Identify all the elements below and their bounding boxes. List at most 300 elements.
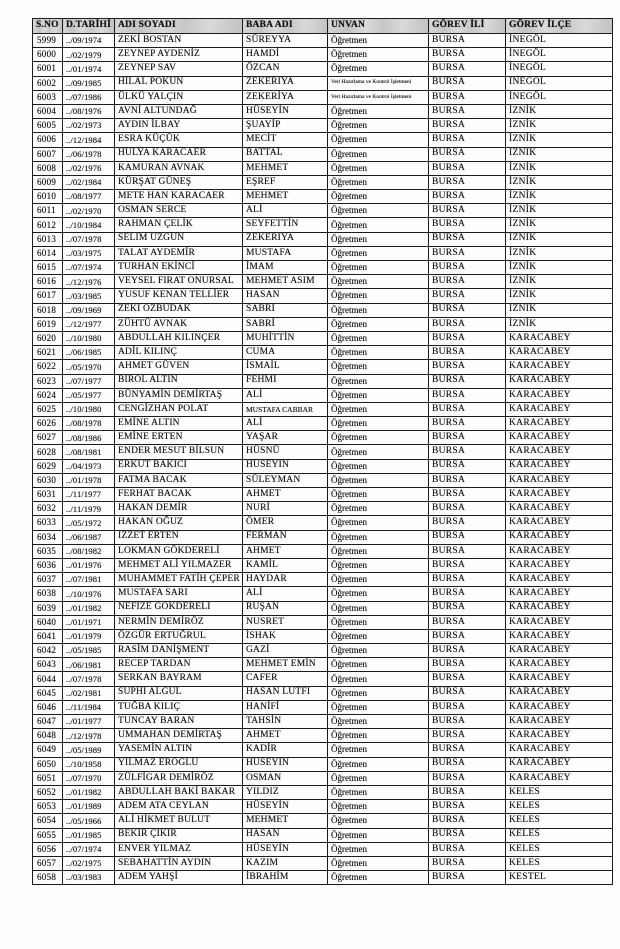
cell-name: EMİNE ERTEN: [115, 431, 243, 445]
table-row: [33, 757, 613, 771]
cell-sno: 6053: [33, 800, 63, 814]
cell-date: ../02/1975: [63, 856, 115, 870]
cell-sno: 6041: [33, 629, 63, 643]
cell-sno: 6010: [33, 190, 63, 204]
cell-date: ../01/1974: [63, 62, 115, 76]
cell-father: HÜSEYİN: [243, 459, 328, 473]
table-row: [33, 615, 613, 629]
cell-name: AHMET GÜVEN: [115, 360, 243, 374]
cell-date: ../01/1971: [63, 615, 115, 629]
cell-name: YUSUF KENAN TELLİER: [115, 289, 243, 303]
cell-title: Öğretmen: [328, 871, 429, 885]
cell-father: YAŞAR: [243, 431, 328, 445]
cell-father: HASAN LÜTFİ: [243, 686, 328, 700]
table-row: [33, 842, 613, 856]
cell-sno: 6036: [33, 558, 63, 572]
cell-sno: 6018: [33, 303, 63, 317]
cell-father: BATTAL: [243, 147, 328, 161]
cell-province: BURSA: [429, 331, 506, 345]
cell-name: BEKİR ÇİKİR: [115, 828, 243, 842]
cell-name: MUSTAFA SARI: [115, 587, 243, 601]
cell-district: İZNİK: [506, 317, 613, 331]
cell-name: HİLAL PÖKÜN: [115, 76, 243, 90]
cell-title: Öğretmen: [328, 544, 429, 558]
table-row: [33, 275, 613, 289]
cell-sno: 6043: [33, 658, 63, 672]
cell-date: ../06/1978: [63, 147, 115, 161]
header-father-name: BABA ADI: [243, 19, 328, 34]
table-row: [33, 261, 613, 275]
cell-province: BURSA: [429, 459, 506, 473]
cell-name: ABDULLAH KILINÇER: [115, 331, 243, 345]
cell-district: İZNİK: [506, 147, 613, 161]
cell-title: Öğretmen: [328, 388, 429, 402]
cell-name: TALAT AYDEMİR: [115, 246, 243, 260]
cell-province: BURSA: [429, 530, 506, 544]
cell-father: FERMAN: [243, 530, 328, 544]
cell-name: LOKMAN GÖKDERELİ: [115, 544, 243, 558]
cell-name: ADEM YAHŞİ: [115, 871, 243, 885]
table-row: [33, 431, 613, 445]
cell-date: ../05/1966: [63, 814, 115, 828]
cell-date: ../11/1977: [63, 488, 115, 502]
cell-district: İZNİK: [506, 303, 613, 317]
cell-date: ../02/1976: [63, 161, 115, 175]
table-body: [33, 34, 613, 885]
table-row: [33, 147, 613, 161]
cell-date: ../11/1984: [63, 700, 115, 714]
table-row: [33, 161, 613, 175]
cell-name: TUNCAY BARAN: [115, 715, 243, 729]
cell-sno: 6027: [33, 431, 63, 445]
cell-date: ../01/1979: [63, 629, 115, 643]
cell-title: Öğretmen: [328, 743, 429, 757]
cell-father: CUMA: [243, 346, 328, 360]
cell-sno: 6054: [33, 814, 63, 828]
cell-title: Öğretmen: [328, 331, 429, 345]
cell-district: İNEGÖL: [506, 76, 613, 90]
table-row: [33, 530, 613, 544]
cell-province: BURSA: [429, 785, 506, 799]
cell-father: RUŞAN: [243, 601, 328, 615]
cell-province: BURSA: [429, 275, 506, 289]
cell-name: MEHMET ALİ YILMAZER: [115, 558, 243, 572]
cell-date: ../02/1973: [63, 119, 115, 133]
table-row: [33, 587, 613, 601]
cell-father: SABRİ: [243, 317, 328, 331]
cell-date: ../05/1985: [63, 644, 115, 658]
cell-father: KAZIM: [243, 856, 328, 870]
cell-sno: 6049: [33, 743, 63, 757]
table-row: [33, 828, 613, 842]
table-row: [33, 218, 613, 232]
cell-father: AHMET: [243, 729, 328, 743]
cell-date: ../07/1981: [63, 573, 115, 587]
cell-date: ../01/1977: [63, 715, 115, 729]
table-header-row: [33, 19, 613, 34]
cell-name: ZEKİ BOSTAN: [115, 34, 243, 48]
cell-title: Öğretmen: [328, 289, 429, 303]
cell-date: ../03/1983: [63, 871, 115, 885]
cell-father: CAFER: [243, 672, 328, 686]
cell-province: BURSA: [429, 700, 506, 714]
cell-father: AHMET: [243, 544, 328, 558]
cell-date: ../08/1986: [63, 431, 115, 445]
cell-sno: 6009: [33, 175, 63, 189]
header-full-name: ADI SOYADI: [115, 19, 243, 34]
cell-district: KARACABEY: [506, 615, 613, 629]
cell-father: ÖMER: [243, 516, 328, 530]
cell-district: İZNİK: [506, 275, 613, 289]
cell-sno: 6032: [33, 502, 63, 516]
cell-district: KARACABEY: [506, 402, 613, 416]
cell-name: NEFİZE GÖKDERELİ: [115, 601, 243, 615]
cell-sno: 6042: [33, 644, 63, 658]
cell-date: ../01/1982: [63, 601, 115, 615]
cell-name: SEBAHATTİN AYDIN: [115, 856, 243, 870]
cell-province: BURSA: [429, 771, 506, 785]
cell-father: İSMAİL: [243, 360, 328, 374]
cell-province: BURSA: [429, 743, 506, 757]
table-row: [33, 119, 613, 133]
cell-title: Öğretmen: [328, 700, 429, 714]
cell-title: Öğretmen: [328, 530, 429, 544]
table-row: [33, 417, 613, 431]
cell-district: İZNİK: [506, 289, 613, 303]
cell-name: NERMİN DEMİRÖZ: [115, 615, 243, 629]
cell-province: BURSA: [429, 587, 506, 601]
cell-title: Öğretmen: [328, 502, 429, 516]
cell-father: SÜREYYA: [243, 34, 328, 48]
cell-title: Öğretmen: [328, 119, 429, 133]
cell-father: EŞREF: [243, 175, 328, 189]
cell-sno: 6026: [33, 417, 63, 431]
cell-date: ../12/1977: [63, 317, 115, 331]
cell-province: BURSA: [429, 431, 506, 445]
cell-province: BURSA: [429, 842, 506, 856]
cell-district: KESTEL: [506, 871, 613, 885]
cell-name: ADİL KILINÇ: [115, 346, 243, 360]
cell-province: BURSA: [429, 161, 506, 175]
cell-district: İZNİK: [506, 119, 613, 133]
cell-province: BURSA: [429, 814, 506, 828]
table-row: [33, 488, 613, 502]
cell-district: İZNİK: [506, 261, 613, 275]
cell-father: GAZİ: [243, 644, 328, 658]
cell-province: BURSA: [429, 601, 506, 615]
cell-province: BURSA: [429, 204, 506, 218]
cell-province: BURSA: [429, 658, 506, 672]
cell-district: KARACABEY: [506, 729, 613, 743]
cell-date: ../07/1978: [63, 672, 115, 686]
cell-name: RASİM DANİŞMENT: [115, 644, 243, 658]
cell-district: İZNİK: [506, 175, 613, 189]
table-row: [33, 459, 613, 473]
cell-date: ../08/1981: [63, 445, 115, 459]
table-row: [33, 785, 613, 799]
cell-district: KARACABEY: [506, 629, 613, 643]
cell-father: AHMET: [243, 488, 328, 502]
cell-name: ALİ HİKMET BULUT: [115, 814, 243, 828]
cell-title: Öğretmen: [328, 658, 429, 672]
cell-province: BURSA: [429, 502, 506, 516]
cell-father: NURİ: [243, 502, 328, 516]
cell-province: BURSA: [429, 317, 506, 331]
cell-province: BURSA: [429, 871, 506, 885]
cell-father: İMAM: [243, 261, 328, 275]
cell-father: HÜSEYİN: [243, 757, 328, 771]
cell-name: ERKUT BAKICI: [115, 459, 243, 473]
cell-name: AVNİ ALTUNDAĞ: [115, 104, 243, 118]
cell-name: TURHAN EKİNCİ: [115, 261, 243, 275]
cell-sno: 6047: [33, 715, 63, 729]
cell-date: ../09/1985: [63, 76, 115, 90]
cell-date: ../10/1984: [63, 218, 115, 232]
cell-title: Öğretmen: [328, 34, 429, 48]
cell-father: MUSTAFA: [243, 246, 328, 260]
cell-name: SELİM ÜZGÜN: [115, 232, 243, 246]
cell-date: ../05/1989: [63, 743, 115, 757]
cell-title: Öğretmen: [328, 261, 429, 275]
table-row: [33, 246, 613, 260]
cell-district: İZNİK: [506, 104, 613, 118]
cell-sno: 6012: [33, 218, 63, 232]
cell-district: KARACABEY: [506, 530, 613, 544]
cell-province: BURSA: [429, 473, 506, 487]
cell-district: İNEGÖL: [506, 62, 613, 76]
cell-province: BURSA: [429, 246, 506, 260]
cell-district: KARACABEY: [506, 672, 613, 686]
cell-sno: 6055: [33, 828, 63, 842]
table-row: [33, 289, 613, 303]
cell-district: KARACABEY: [506, 459, 613, 473]
cell-district: İZNİK: [506, 204, 613, 218]
cell-title: Öğretmen: [328, 133, 429, 147]
cell-province: BURSA: [429, 402, 506, 416]
table-row: [33, 104, 613, 118]
cell-province: BURSA: [429, 573, 506, 587]
cell-sno: 6016: [33, 275, 63, 289]
cell-title: Öğretmen: [328, 445, 429, 459]
cell-sno: 6048: [33, 729, 63, 743]
cell-name: ZEYNEP SAV: [115, 62, 243, 76]
cell-date: ../01/1989: [63, 800, 115, 814]
cell-province: BURSA: [429, 147, 506, 161]
cell-title: Öğretmen: [328, 346, 429, 360]
table-row: [33, 601, 613, 615]
cell-sno: 6002: [33, 76, 63, 90]
cell-father: YILDIZ: [243, 785, 328, 799]
cell-title: Öğretmen: [328, 644, 429, 658]
table-row: [33, 346, 613, 360]
cell-father: HÜSNÜ: [243, 445, 328, 459]
cell-name: İZZET ERTEN: [115, 530, 243, 544]
cell-date: ../08/1982: [63, 544, 115, 558]
cell-sno: 6023: [33, 374, 63, 388]
cell-province: BURSA: [429, 62, 506, 76]
cell-district: İNEGÖL: [506, 48, 613, 62]
cell-name: OSMAN SERCE: [115, 204, 243, 218]
header-birth-date: D.TARİHİ: [63, 19, 115, 34]
cell-sno: 6028: [33, 445, 63, 459]
cell-district: İNEGÖL: [506, 90, 613, 104]
cell-name: YASEMİN ALTIN: [115, 743, 243, 757]
table-row: [33, 856, 613, 870]
cell-sno: 6022: [33, 360, 63, 374]
table-row: [33, 814, 613, 828]
cell-title: Öğretmen: [328, 856, 429, 870]
cell-date: ../10/1980: [63, 331, 115, 345]
cell-date: ../01/1985: [63, 828, 115, 842]
cell-title: Öğretmen: [328, 147, 429, 161]
cell-title: Öğretmen: [328, 317, 429, 331]
cell-father: HÜSEYİN: [243, 800, 328, 814]
cell-name: RECEP TARDAN: [115, 658, 243, 672]
table-row: [33, 871, 613, 885]
cell-district: KARACABEY: [506, 573, 613, 587]
cell-name: SERKAN BAYRAM: [115, 672, 243, 686]
cell-father: ÖZCAN: [243, 62, 328, 76]
cell-province: BURSA: [429, 686, 506, 700]
cell-sno: 6024: [33, 388, 63, 402]
cell-title: Öğretmen: [328, 587, 429, 601]
cell-title: Öğretmen: [328, 303, 429, 317]
cell-name: ZEYNEP AYDENİZ: [115, 48, 243, 62]
table-row: [33, 317, 613, 331]
cell-date: ../07/1986: [63, 90, 115, 104]
cell-district: KARACABEY: [506, 771, 613, 785]
cell-district: KELES: [506, 856, 613, 870]
cell-father: MEHMET: [243, 814, 328, 828]
cell-father: MEHMET: [243, 190, 328, 204]
cell-date: ../10/1980: [63, 402, 115, 416]
cell-father: ALİ: [243, 417, 328, 431]
cell-date: ../09/1974: [63, 34, 115, 48]
cell-title: Öğretmen: [328, 629, 429, 643]
cell-title: Öğretmen: [328, 62, 429, 76]
cell-father: MECİT: [243, 133, 328, 147]
cell-title: Öğretmen: [328, 232, 429, 246]
table-row: [33, 644, 613, 658]
table-row: [33, 658, 613, 672]
cell-name: ZÜHTÜ AVNAK: [115, 317, 243, 331]
cell-district: KARACABEY: [506, 558, 613, 572]
cell-district: İZNİK: [506, 246, 613, 260]
cell-name: ÖZGÜR ERTUĞRUL: [115, 629, 243, 643]
cell-name: TUĞBA KILIÇ: [115, 700, 243, 714]
cell-title: Öğretmen: [328, 104, 429, 118]
cell-title: Öğretmen: [328, 48, 429, 62]
cell-date: ../02/1984: [63, 175, 115, 189]
cell-district: KARACABEY: [506, 715, 613, 729]
cell-father: KAMİL: [243, 558, 328, 572]
cell-province: BURSA: [429, 90, 506, 104]
cell-date: ../10/1958: [63, 757, 115, 771]
cell-name: CENGİZHAN POLAT: [115, 402, 243, 416]
table-row: [33, 76, 613, 90]
cell-sno: 6038: [33, 587, 63, 601]
cell-sno: 6017: [33, 289, 63, 303]
cell-date: ../06/1985: [63, 346, 115, 360]
cell-date: ../10/1976: [63, 587, 115, 601]
cell-sno: 6056: [33, 842, 63, 856]
cell-title: Öğretmen: [328, 360, 429, 374]
cell-date: ../03/1975: [63, 246, 115, 260]
cell-name: SUPHİ ALGÜL: [115, 686, 243, 700]
cell-name: BİROL ALTIN: [115, 374, 243, 388]
cell-district: KARACABEY: [506, 346, 613, 360]
cell-sno: 6029: [33, 459, 63, 473]
cell-sno: 6052: [33, 785, 63, 799]
cell-sno: 6003: [33, 90, 63, 104]
cell-sno: 6001: [33, 62, 63, 76]
cell-district: KARACABEY: [506, 544, 613, 558]
cell-district: KARACABEY: [506, 473, 613, 487]
cell-date: ../05/1977: [63, 388, 115, 402]
cell-name: FERHAT BACAK: [115, 488, 243, 502]
cell-province: BURSA: [429, 856, 506, 870]
cell-date: ../08/1977: [63, 190, 115, 204]
cell-name: RAHMAN ÇELİK: [115, 218, 243, 232]
cell-date: ../12/1978: [63, 729, 115, 743]
header-province: GÖREV İLİ: [429, 19, 506, 34]
cell-province: BURSA: [429, 374, 506, 388]
cell-name: EMİNE ALTIN: [115, 417, 243, 431]
cell-sno: 6025: [33, 402, 63, 416]
cell-district: KARACABEY: [506, 431, 613, 445]
cell-name: ZEKİ ÖZBUDAK: [115, 303, 243, 317]
cell-title: Öğretmen: [328, 814, 429, 828]
table-row: [33, 516, 613, 530]
header-serial-no: S.NO: [33, 19, 63, 34]
cell-sno: 6046: [33, 700, 63, 714]
cell-province: BURSA: [429, 629, 506, 643]
cell-father: SÜLEYMAN: [243, 473, 328, 487]
cell-sno: 6030: [33, 473, 63, 487]
cell-date: ../06/1981: [63, 658, 115, 672]
cell-province: BURSA: [429, 119, 506, 133]
cell-father: SABRİ: [243, 303, 328, 317]
cell-sno: 6011: [33, 204, 63, 218]
cell-sno: 6037: [33, 573, 63, 587]
cell-father: HANİFİ: [243, 700, 328, 714]
cell-sno: 6058: [33, 871, 63, 885]
cell-sno: 6051: [33, 771, 63, 785]
cell-province: BURSA: [429, 417, 506, 431]
cell-title: Öğretmen: [328, 785, 429, 799]
cell-title: Öğretmen: [328, 729, 429, 743]
table-row: [33, 175, 613, 189]
header-title: UNVAN: [328, 19, 429, 34]
cell-date: ../11/1979: [63, 502, 115, 516]
cell-district: KARACABEY: [506, 445, 613, 459]
cell-district: İZNİK: [506, 190, 613, 204]
cell-province: BURSA: [429, 388, 506, 402]
cell-province: BURSA: [429, 360, 506, 374]
cell-father: HÜSEYİN: [243, 104, 328, 118]
cell-title: Öğretmen: [328, 218, 429, 232]
cell-date: ../01/1982: [63, 785, 115, 799]
table-row: [33, 573, 613, 587]
cell-father: HASAN: [243, 289, 328, 303]
cell-sno: 6013: [33, 232, 63, 246]
table-row: [33, 34, 613, 48]
table-row: [33, 232, 613, 246]
cell-title: Öğretmen: [328, 175, 429, 189]
cell-father: NUSRET: [243, 615, 328, 629]
cell-name: MUHAMMET FATİH ÇEPER: [115, 573, 243, 587]
cell-title: Öğretmen: [328, 800, 429, 814]
